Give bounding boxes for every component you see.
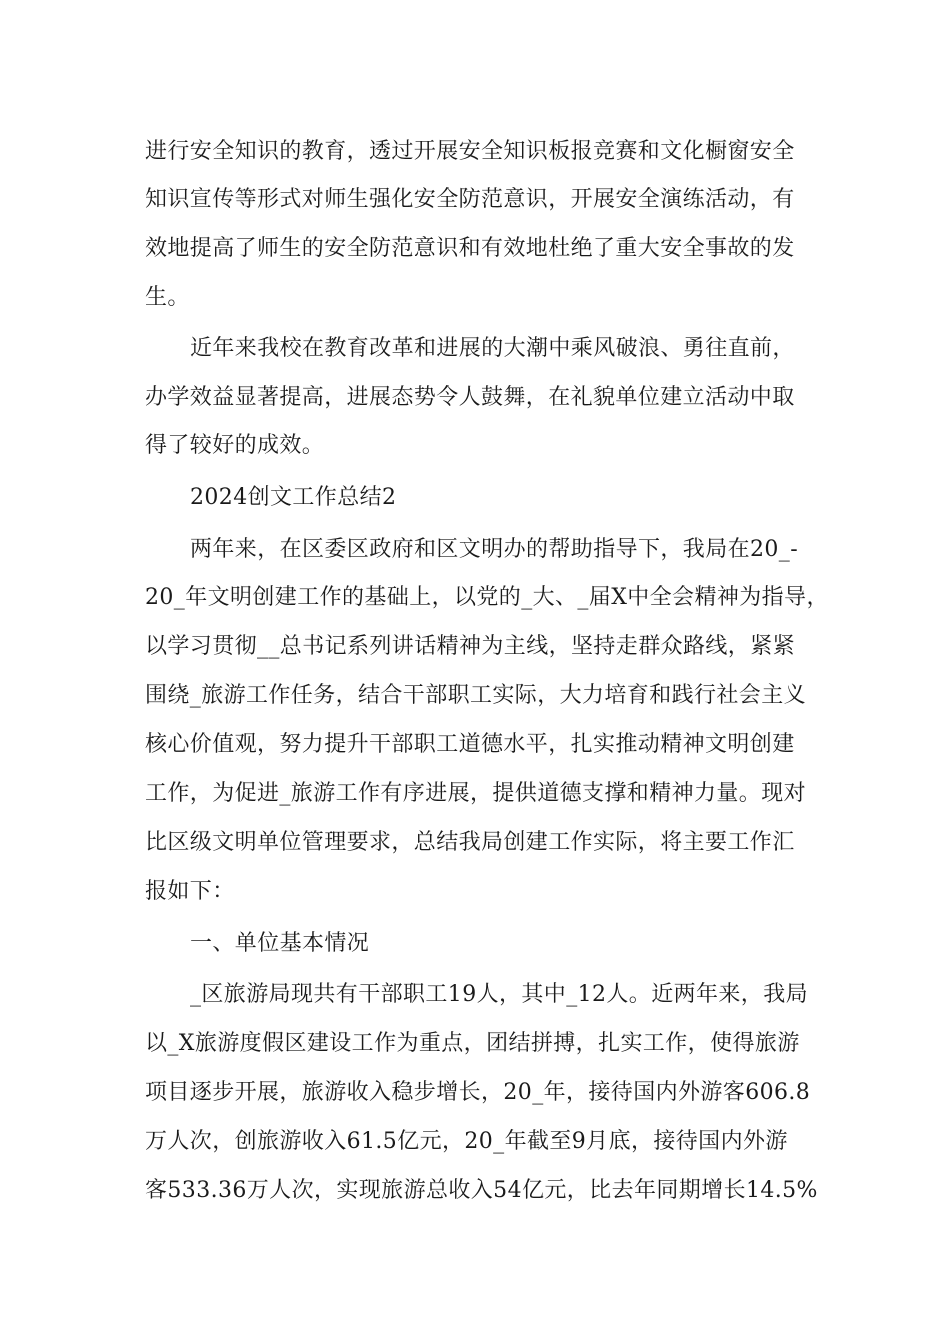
text-line: 生。: [145, 285, 190, 310]
text-line: 效地提高了师生的安全防范意识和有效地杜绝了重大安全事故的发: [145, 236, 795, 261]
text-line: 项目逐步开展，旅游收入稳步增长，20_年，接待国内外游客606.8: [145, 1080, 811, 1105]
text-line: 比区级文明单位管理要求，总结我局创建工作实际，将主要工作汇: [145, 830, 795, 855]
text-line: 报如下：: [145, 879, 235, 904]
text-line: 以_X旅游度假区建设工作为重点，团结拼搏，扎实工作，使得旅游: [145, 1031, 800, 1056]
paragraph-first-line: _区旅游局现共有干部职工19人，其中_12人。近两年来，我局: [190, 982, 808, 1007]
paragraph-first-line: 近年来我校在教育改革和进展的大潮中乘风破浪、勇往直前，: [190, 336, 795, 361]
text-line: 办学效益显著提高，进展态势令人鼓舞，在礼貌单位建立活动中取: [145, 385, 795, 410]
text-line: 工作，为促进_旅游工作有序进展，提供道德支撑和精神力量。现对: [145, 781, 807, 806]
text-line: 核心价值观，努力提升干部职工道德水平，扎实推动精神文明创建: [145, 732, 795, 757]
text-line: 万人次，创旅游收入61.5亿元，20_年截至9月底，接待国内外游: [145, 1129, 788, 1154]
section-heading: 一、单位基本情况: [190, 931, 370, 956]
text-line: 以学习贯彻__总书记系列讲话精神为主线，坚持走群众路线，紧紧: [145, 634, 796, 659]
text-line: 知识宣传等形式对师生强化安全防范意识，开展安全演练活动，有: [145, 187, 795, 212]
paragraph-first-line: 两年来，在区委区政府和区文明办的帮助指导下，我局在20_-: [190, 537, 799, 562]
text-line: 客533.36万人次，实现旅游总收入54亿元，比去年同期增长14.5%: [145, 1178, 818, 1203]
text-line: 20_年文明创建工作的基础上，以党的_大、_届X中全会精神为指导，: [145, 585, 829, 610]
text-line: 得了较好的成效。: [145, 433, 325, 458]
section-title: 2024创文工作总结2: [190, 485, 397, 510]
text-line: 进行安全知识的教育，透过开展安全知识板报竞赛和文化橱窗安全: [145, 139, 795, 164]
text-line: 围绕_旅游工作任务，结合干部职工实际，大力培育和践行社会主义: [145, 683, 807, 708]
